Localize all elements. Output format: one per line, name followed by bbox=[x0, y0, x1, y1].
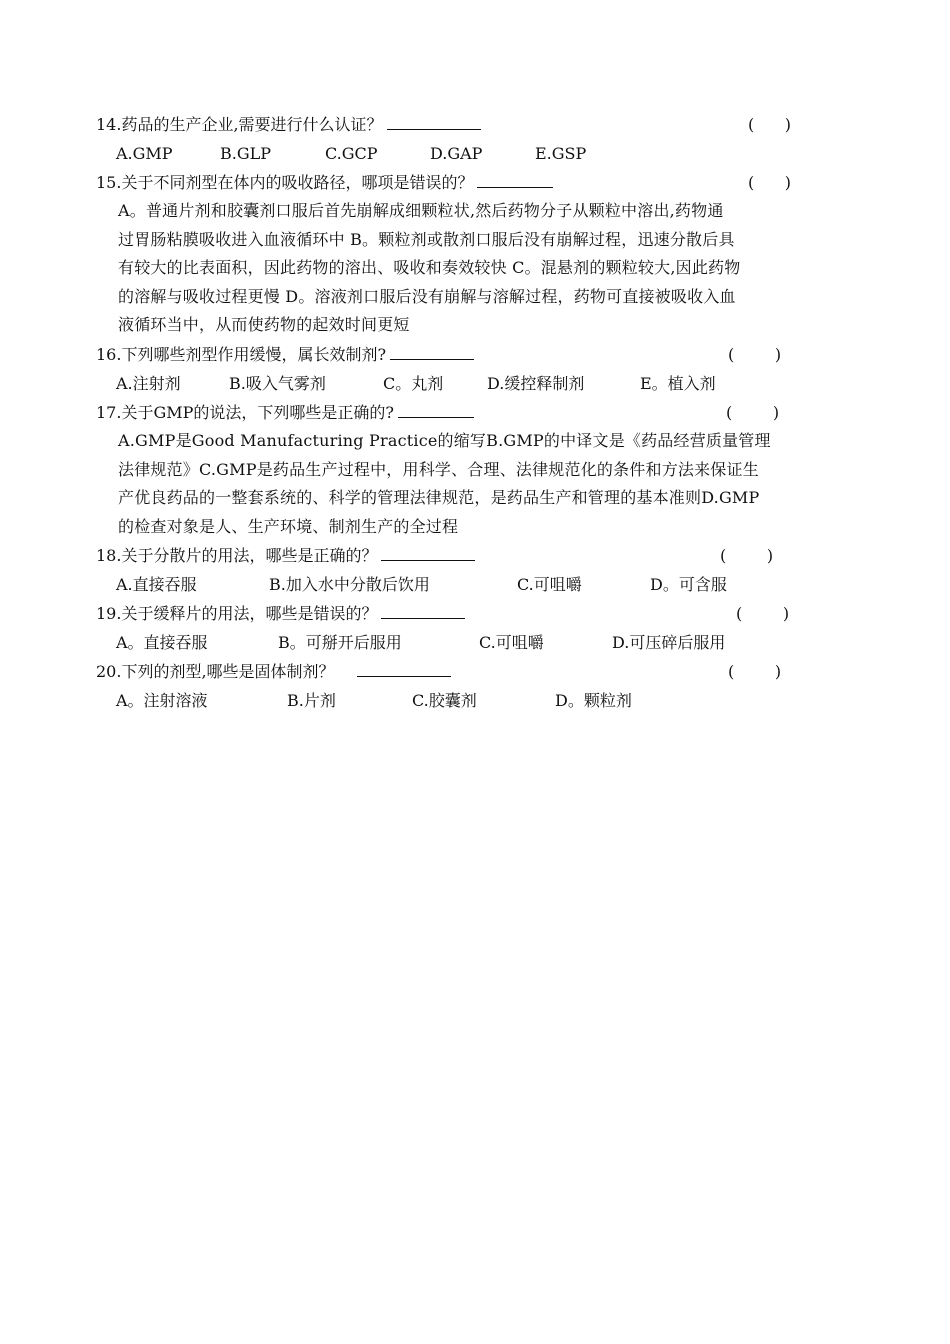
option: C。丸剂 bbox=[383, 373, 444, 393]
answer-blank[interactable] bbox=[398, 399, 474, 418]
question-stem: 16.下列哪些剂型作用缓慢，属长效制剂? bbox=[96, 344, 387, 364]
paragraph-line: 液循环当中，从而使药物的起效时间更短 bbox=[118, 315, 410, 335]
question-17 bbox=[96, 398, 841, 427]
answer-paren: ( ) bbox=[728, 344, 782, 364]
exam-page bbox=[96, 110, 841, 715]
question-15 bbox=[96, 168, 841, 197]
option: A。直接吞服 bbox=[116, 633, 208, 653]
option: B.吸入气雾剂 bbox=[229, 373, 326, 393]
answer-blank[interactable] bbox=[357, 658, 451, 677]
question-stem: 14.药品的生产企业,需要进行什么认证？ bbox=[96, 115, 383, 134]
option: D.GAP bbox=[430, 144, 483, 163]
answer-paren: ( ) bbox=[726, 402, 780, 422]
question-17-options bbox=[96, 427, 841, 541]
option: A.注射剂 bbox=[116, 373, 181, 393]
options-14 bbox=[96, 139, 841, 168]
question-stem: 15.关于不同剂型在体内的吸收路径，哪项是错误的？ bbox=[96, 173, 474, 192]
question-20 bbox=[96, 657, 841, 686]
options-20 bbox=[96, 686, 841, 715]
answer-blank[interactable] bbox=[381, 542, 475, 561]
question-18 bbox=[96, 541, 841, 570]
option: B.加入水中分散后饮用 bbox=[269, 575, 430, 595]
answer-blank[interactable] bbox=[381, 600, 465, 619]
option: A。注射溶液 bbox=[116, 691, 208, 711]
options-19 bbox=[96, 628, 841, 657]
option: C.可咀嚼 bbox=[517, 575, 582, 595]
option: E.GSP bbox=[535, 144, 587, 163]
option: D。可含服 bbox=[650, 575, 727, 595]
answer-paren: ( ) bbox=[748, 115, 791, 134]
answer-paren: ( ) bbox=[728, 662, 782, 682]
paragraph-line: A.GMP是Good Manufacturing Practice的缩写B.GMP的中译文是《药品经营质量管理 bbox=[118, 430, 771, 450]
question-stem: 19.关于缓释片的用法，哪些是错误的？ bbox=[96, 604, 378, 624]
paragraph-line: 的检查对象是人、生产环境、制剂生产的全过程 bbox=[118, 516, 459, 536]
option: C.GCP bbox=[325, 144, 378, 163]
option: A.直接吞服 bbox=[116, 575, 197, 595]
options-16 bbox=[96, 369, 841, 398]
answer-paren: ( ) bbox=[748, 173, 791, 192]
question-16 bbox=[96, 340, 841, 369]
answer-blank[interactable] bbox=[387, 111, 481, 130]
question-stem: 17.关于GMP的说法，下列哪些是正确的? bbox=[96, 402, 394, 422]
question-14 bbox=[96, 110, 841, 139]
paragraph-line: 产优良药品的一整套系统的、科学的管理法律规范，是药品生产和管理的基本准则D.GMP bbox=[118, 488, 760, 508]
option: B.片剂 bbox=[287, 691, 336, 711]
paragraph-line: A。普通片剂和胶囊剂口服后首先崩解成细颗粒状,然后药物分子从颗粒中溶出,药物通 bbox=[118, 201, 724, 220]
question-stem: 20.下列的剂型,哪些是固体制剂？ bbox=[96, 662, 335, 682]
options-18 bbox=[96, 570, 841, 599]
option: B.GLP bbox=[220, 144, 272, 163]
paragraph-line: 过胃肠粘膜吸收进入血液循环中 B。颗粒剂或散剂口服后没有崩解过程，迅速分散后具 bbox=[118, 229, 735, 249]
option: A.GMP bbox=[116, 144, 173, 163]
option: D.缓控释制剂 bbox=[487, 373, 585, 393]
paragraph-line: 的溶解与吸收过程更慢 D。溶液剂口服后没有崩解与溶解过程，药物可直接被吸收入血 bbox=[118, 286, 736, 306]
question-stem: 18.关于分散片的用法，哪些是正确的？ bbox=[96, 546, 378, 566]
answer-paren: ( ) bbox=[736, 604, 790, 624]
option: E。植入剂 bbox=[640, 373, 716, 393]
paragraph-line: 有较大的比表面积，因此药物的溶出、吸收和奏效较快 C。混悬剂的颗粒较大,因此药物 bbox=[118, 258, 741, 278]
option: C.胶囊剂 bbox=[412, 691, 477, 711]
question-19 bbox=[96, 599, 841, 628]
answer-blank[interactable] bbox=[477, 169, 553, 188]
option: D.可压碎后服用 bbox=[612, 633, 726, 653]
paragraph-line: 法律规范》C.GMP是药品生产过程中，用科学、合理、法律规范化的条件和方法来保证生 bbox=[118, 459, 759, 479]
option: B。可掰开后服用 bbox=[278, 633, 402, 653]
question-15-options bbox=[96, 197, 841, 340]
answer-blank[interactable] bbox=[390, 341, 474, 360]
answer-paren: ( ) bbox=[720, 546, 774, 566]
option: C.可咀嚼 bbox=[479, 633, 544, 653]
option: D。颗粒剂 bbox=[555, 691, 632, 711]
